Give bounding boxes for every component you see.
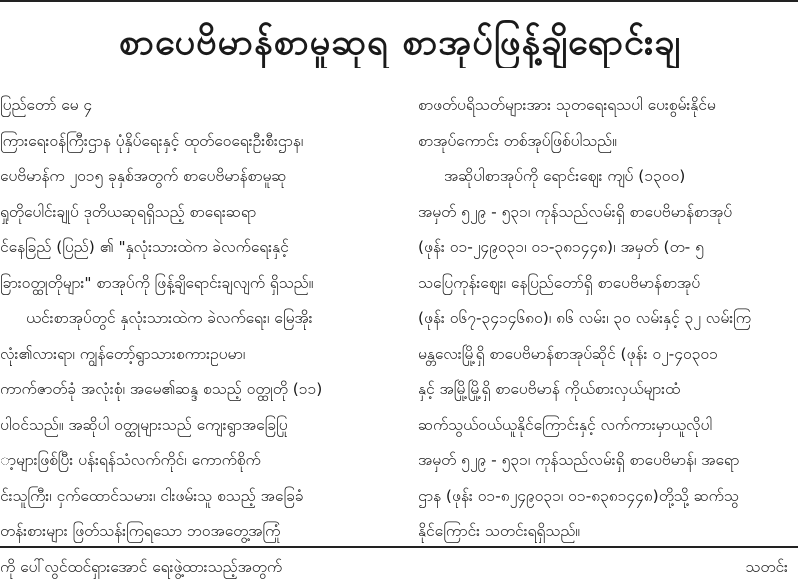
right-column — [418, 88, 800, 585]
article-signature: သတင်း — [418, 550, 800, 585]
left-line: ကို ပေါ်လွင်ထင်ရှားအောင် ရေးဖွဲ့ထားသည့်အတွက် — [0, 550, 398, 585]
right-line: စာဖတ်ပရိသတ်များအား သုတရေးရသပါ ပေးစွမ်းနိုင်မ — [418, 88, 800, 124]
left-line: ာ့များဖြစ်ပြီး ပန်းရန်သံလက်ကိုင်၊ ကောက်စိုက် — [0, 443, 398, 479]
left-column — [0, 88, 398, 585]
left-line: င်နေခြည် (ပြည်) ၏ "နှလုံးသားထဲက ခဲလက်ရေးနှင့် — [0, 230, 398, 266]
left-line: ကာက်ဇာတ်ခုံ အလုံးစုံ၊ အမေ၏ဆန္ဒ စသည့် ဝတ္ထုတို (၁၁) — [0, 372, 398, 408]
right-line: နှင့် အမြို့မြို့ရှိ စာပေဗိမာန် ကိုယ်စားလှယ်များထံ — [418, 372, 800, 408]
left-line: ပါဝင်သည်။ အဆိုပါ ဝတ္ထုများသည် ကျေးရွာအခြေပြု — [0, 408, 398, 444]
right-line: (ဖုန်း ၀၁-၂၄၉၀၃၁၊ ၀၁-၃၈၁၄၄၈)၊ အမှတ် (တ- ၅ — [418, 230, 800, 266]
right-line: ဌာန (ဖုန်း ၀၁-၈၂၄၉၀၃၁၊ ၀၁-၈၃၈၁၄၄၈)တို့သို့ ဆက်သွ — [418, 479, 800, 515]
right-line: မန္တလေးမြို့ရှိ စာပေဗိမာန်စာအုပ်ဆိုင် (ဖုန်း ၀၂-၄၀၃၀၁ — [418, 337, 800, 373]
left-line: လုံး၏လားရာ၊ ကျွန်တော့်ရွာသားစကားဥပမာ၊ — [0, 337, 398, 373]
right-line: အမှတ် ၅၂၉ - ၅၃၁၊ ကုန်သည်လမ်းရှိ စာပေဗိမာန်၊ အရော — [418, 443, 800, 479]
right-line: နိုင်ကြောင်း သတင်းရရှိသည်။ — [418, 514, 800, 550]
right-line: သပြေကုန်းဈေး၊ နေပြည်တော်ရှိ စာပေဗိမာန်စာအုပ် — [418, 266, 800, 302]
left-line: ခြားဝတ္ထုတိုများ" စာအုပ်ကို ဖြန့်ချိရောင်းချလျက် ရှိသည်။ — [0, 266, 398, 302]
right-line: အဆိုပါစာအုပ်ကို ရောင်းဈေး ကျပ် (၁၃၀၀) — [418, 159, 800, 195]
left-line: ယင်းစာအုပ်တွင် နှလုံးသားထဲက ခဲလက်ရေး၊ မြေအိုး — [0, 301, 398, 337]
left-line: ပြည်တော် မေ ၄ — [0, 88, 398, 124]
right-line: စာအုပ်ကောင်း တစ်အုပ်ဖြစ်ပါသည်။ — [418, 124, 800, 160]
right-line: (ဖုန်း ၀၆၇-၃၄၁၄၆၈၀)၊ ၈၆ လမ်း၊ ၃၀ လမ်းနှင့် ၃၂ လမ်းကြ — [418, 301, 800, 337]
left-line: ရှုတိုပေါင်းချုပ် ဒုတိယဆုရရှိသည့် စာရေးဆရာ — [0, 195, 398, 231]
right-line: အမှတ် ၅၂၉ - ၅၃၁၊ ကုန်သည်လမ်းရှိ စာပေဗိမာန်စာအုပ် — [418, 195, 800, 231]
left-line: ကြားရေးဝန်ကြီးဌာန ပုံနှိပ်ရေးနှင့် ထုတ်ဝေရေးဦးစီးဌာန၊ — [0, 124, 398, 160]
left-line: ပေဗိမာန်က ၂၀၁၅ ခုနှစ်အတွက် စာပေဗိမာန်စာမူဆု — [0, 159, 398, 195]
left-line: င်းသူကြီး၊ ငှက်ထောင်သမား၊ ငါးဖမ်းသူ စသည့် အခြေခံ — [0, 479, 398, 515]
left-line: တန်းစားများ ဖြတ်သန်းကြရသော ဘဝအတွေ့အကြုံ — [0, 514, 398, 550]
right-line: ဆက်သွယ်ဝယ်ယူနိုင်ကြောင်းနှင့် လက်ကားမှာယူလိုပါ — [418, 408, 800, 444]
article-headline: စာပေဗိမာန်စာမူဆုရ စာအုပ်ဖြန့်ချိရောင်းချ — [0, 18, 800, 68]
